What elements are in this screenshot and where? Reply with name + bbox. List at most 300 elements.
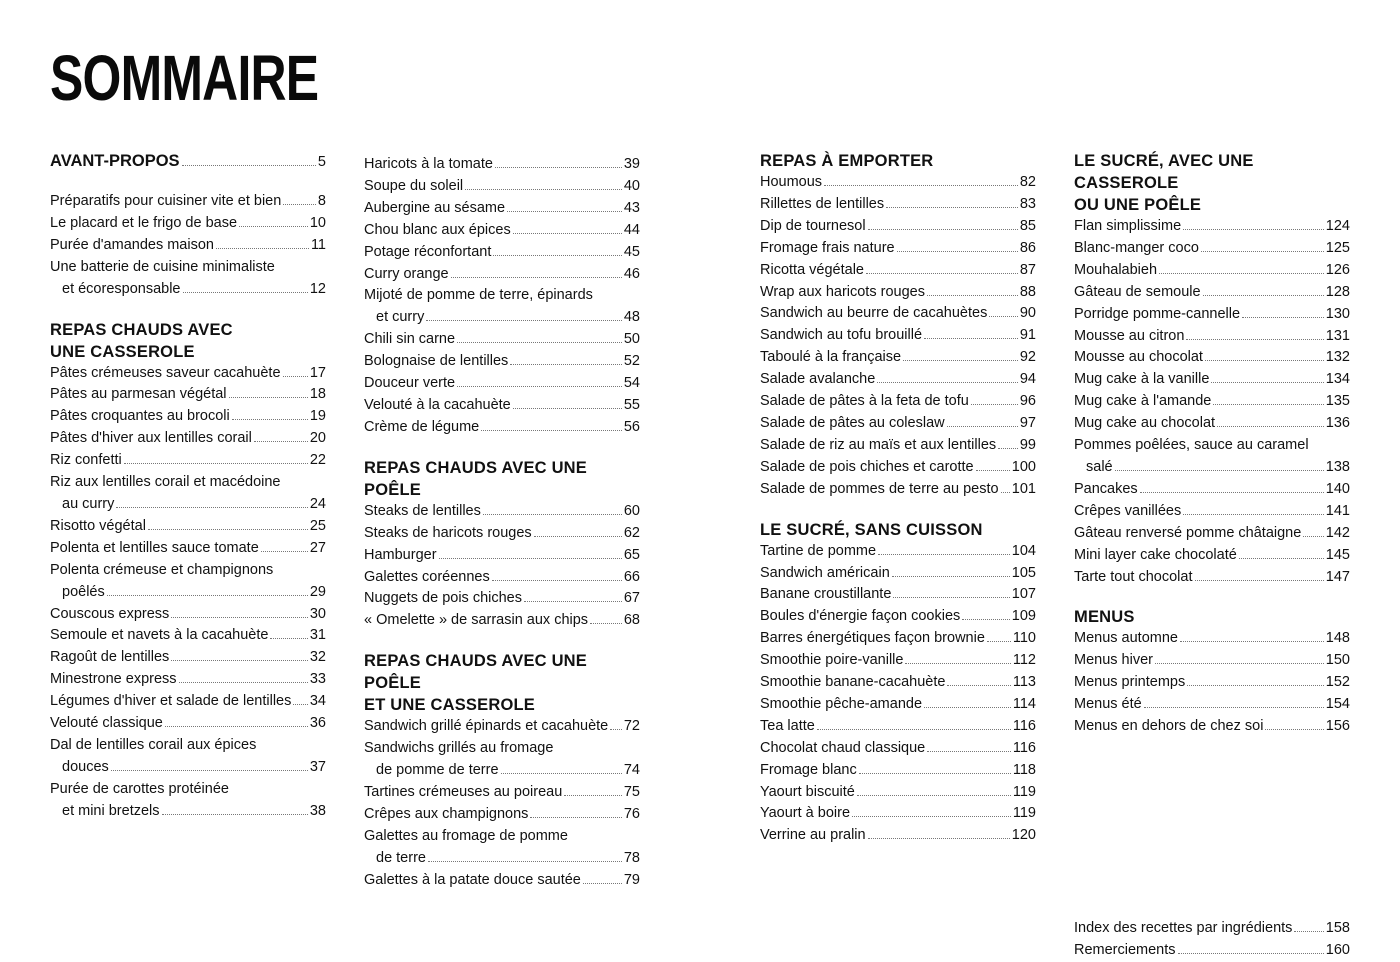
dot-leader — [583, 882, 622, 884]
dot-leader — [1186, 338, 1323, 340]
toc-entry[interactable] — [50, 191, 326, 213]
entry-title: Mug cake au chocolat — [1074, 415, 1216, 432]
toc-entry[interactable] — [760, 347, 1036, 369]
entry-title: Pâtes d'hiver aux lentilles corail — [50, 430, 252, 447]
dot-leader — [1239, 557, 1324, 559]
toc-entry[interactable] — [760, 803, 1036, 825]
entry-title-continued: poêlés — [62, 583, 105, 600]
entry-title: Taboulé à la française — [760, 349, 902, 366]
toc-entry[interactable] — [760, 172, 1036, 194]
page-number: 38 — [309, 802, 326, 819]
entry-title: Smoothie pêche-amande — [760, 695, 923, 712]
page-number: 116 — [1012, 717, 1036, 734]
entry-title: Une batterie de cuisine minimaliste — [50, 258, 275, 275]
page-number: 145 — [1325, 546, 1350, 563]
toc-entry[interactable] — [364, 804, 640, 826]
toc-entry[interactable] — [50, 713, 326, 735]
entry-title: Velouté classique — [50, 715, 163, 732]
page-number: 27 — [309, 539, 326, 556]
page-number: 116 — [1012, 739, 1036, 756]
page-number: 48 — [623, 309, 640, 326]
dot-leader — [229, 396, 308, 398]
toc-entry[interactable] — [760, 672, 1036, 694]
dot-leader — [859, 772, 1011, 774]
page-number: 160 — [1325, 941, 1350, 958]
page-number: 62 — [623, 524, 640, 541]
dot-leader — [261, 550, 308, 552]
entry-title: Barres énergétiques façon brownie — [760, 630, 985, 647]
toc-entry[interactable] — [364, 610, 640, 632]
entry-title: Ragoût de lentilles — [50, 649, 170, 666]
entry-continuation — [1074, 457, 1350, 479]
page-number: 125 — [1325, 239, 1350, 256]
toc-entry[interactable] — [364, 176, 640, 198]
dot-leader — [530, 816, 621, 818]
dot-leader — [1178, 952, 1324, 954]
entry-title: Le placard et le frigo de base — [50, 214, 238, 231]
toc-entry[interactable] — [364, 154, 640, 176]
toc-entry[interactable] — [364, 545, 640, 567]
entry-title: Préparatifs pour cuisiner vite et bien — [50, 193, 282, 209]
dot-leader — [877, 381, 1018, 383]
dot-leader — [924, 706, 1011, 708]
entry-title: Pâtes crémeuses saveur cacahuète — [50, 364, 281, 381]
toc-entry[interactable] — [1074, 672, 1350, 694]
entry-title: Crêpes vanillées — [1074, 502, 1182, 519]
toc-entry[interactable] — [760, 563, 1036, 585]
page-number: 131 — [1325, 327, 1350, 344]
entry-title: Flan simplissime — [1074, 218, 1182, 234]
page-number: 25 — [309, 517, 326, 534]
toc-entry[interactable] — [1074, 650, 1350, 672]
toc-entry[interactable] — [50, 625, 326, 647]
toc-entry[interactable] — [364, 738, 640, 782]
dot-leader — [878, 553, 1010, 555]
entry-title: Galettes à la patate douce sautée — [364, 871, 581, 888]
page-number: 76 — [623, 805, 640, 822]
entry-title: Salade de pâtes au coleslaw — [760, 414, 945, 431]
entry-title: Smoothie banane-cacahuète — [760, 674, 946, 691]
dot-leader — [451, 276, 622, 278]
dot-leader — [283, 203, 316, 205]
page-number: 126 — [1325, 261, 1350, 278]
page-number: 88 — [1019, 283, 1036, 300]
entry-continuation — [364, 760, 640, 782]
toc-entry[interactable] — [364, 373, 640, 395]
toc-entry[interactable] — [50, 450, 326, 472]
toc-entry[interactable] — [760, 282, 1036, 304]
dot-leader — [857, 794, 1011, 796]
entry-continuation — [50, 494, 326, 516]
entry-title: Chocolat chaud classique — [760, 739, 926, 756]
toc-entry[interactable] — [1074, 238, 1350, 260]
toc-entry[interactable] — [50, 691, 326, 713]
toc-entry[interactable] — [364, 351, 640, 373]
toc-entry[interactable] — [760, 260, 1036, 282]
toc-entry[interactable] — [760, 457, 1036, 479]
dot-leader — [507, 210, 622, 212]
toc-entry[interactable] — [760, 325, 1036, 347]
toc-entry[interactable] — [760, 738, 1036, 760]
entry-title: Gâteau renversé pomme châtaigne — [1074, 524, 1302, 541]
page-number: 8 — [317, 193, 326, 209]
toc-entry[interactable] — [760, 716, 1036, 738]
dot-leader — [852, 815, 1011, 817]
toc-entry[interactable] — [364, 417, 640, 439]
toc-entry[interactable] — [1074, 545, 1350, 567]
toc-entry[interactable] — [50, 213, 326, 235]
toc-entry[interactable] — [364, 220, 640, 242]
toc-entry[interactable] — [364, 716, 640, 738]
dot-leader — [1155, 662, 1324, 664]
entry-title-continued: et écoresponsable — [62, 280, 181, 297]
entry-title-continued: de terre — [376, 849, 426, 866]
page-number: 60 — [623, 502, 640, 519]
toc-entry[interactable] — [50, 516, 326, 538]
toc-entry[interactable] — [760, 435, 1036, 457]
dot-leader — [1213, 403, 1323, 405]
page-number: 83 — [1019, 195, 1036, 212]
entry-title: Fromage blanc — [760, 761, 857, 778]
toc-entry[interactable] — [1074, 391, 1350, 413]
toc-entry[interactable] — [760, 391, 1036, 413]
toc-entry[interactable] — [760, 216, 1036, 238]
entry-title: Salade de pâtes à la feta de tofu — [760, 393, 969, 410]
toc-entry[interactable] — [1074, 523, 1350, 545]
page-number: 97 — [1019, 414, 1036, 431]
dot-leader — [892, 575, 1010, 577]
page-number: 34 — [309, 693, 326, 710]
page-number: 152 — [1325, 674, 1350, 691]
toc-entry[interactable] — [1074, 918, 1350, 940]
toc-entry[interactable] — [364, 826, 640, 870]
toc-entry[interactable] — [50, 472, 326, 516]
dot-leader — [927, 294, 1018, 296]
toc-section — [1074, 150, 1350, 588]
toc-entry[interactable] — [1074, 435, 1350, 479]
entry-title: Aubergine au sésame — [364, 199, 506, 216]
dot-leader — [501, 772, 622, 774]
toc-entry[interactable] — [1074, 216, 1350, 238]
toc-entry[interactable] — [50, 560, 326, 604]
toc-section — [50, 319, 326, 823]
page-number: 100 — [1011, 458, 1036, 475]
toc-entry[interactable] — [50, 669, 326, 691]
page-number: 78 — [623, 849, 640, 866]
entry-title: Pommes poêlées, sauce au caramel — [1074, 437, 1309, 454]
page-number: 130 — [1325, 305, 1350, 322]
page-number: 94 — [1019, 371, 1036, 388]
entry-title: Dal de lentilles corail aux épices — [50, 736, 257, 753]
page-number: 124 — [1325, 218, 1350, 234]
entry-title: Ricotta végétale — [760, 261, 864, 278]
page-number: 118 — [1012, 761, 1036, 778]
entry-title: Houmous — [760, 174, 823, 190]
toc-entry[interactable] — [760, 584, 1036, 606]
page-title: SOMMAIRE — [50, 42, 319, 114]
dot-leader — [270, 637, 307, 639]
toc-entry[interactable] — [760, 194, 1036, 216]
dot-leader — [439, 557, 622, 559]
toc-entry[interactable] — [50, 538, 326, 560]
page-number: 32 — [309, 649, 326, 666]
toc-entry[interactable] — [50, 384, 326, 406]
entry-title: Banane croustillante — [760, 586, 892, 603]
toc-entry[interactable] — [364, 588, 640, 610]
toc-entry[interactable] — [50, 235, 326, 257]
entry-title: Tartine de pomme — [760, 542, 877, 559]
dot-leader — [216, 247, 309, 249]
toc-entry[interactable] — [50, 735, 326, 779]
dot-leader — [824, 184, 1018, 186]
page-number: 74 — [623, 762, 640, 779]
toc-entry[interactable] — [364, 285, 640, 329]
entry-title: Yaourt à boire — [760, 805, 851, 822]
entry-title: Soupe du soleil — [364, 177, 464, 194]
page-number: 85 — [1019, 217, 1036, 234]
toc-entry[interactable] — [760, 369, 1036, 391]
toc-entry[interactable] — [1074, 567, 1350, 589]
entry-title: Minestrone express — [50, 671, 177, 688]
entry-title: Purée d'amandes maison — [50, 236, 214, 253]
dot-leader — [1265, 728, 1323, 730]
page-number: 148 — [1325, 630, 1350, 647]
page-number: 104 — [1011, 542, 1036, 559]
toc-entry[interactable] — [1074, 260, 1350, 282]
toc-entry[interactable] — [50, 257, 326, 301]
dot-leader — [1183, 228, 1324, 230]
toc-entry[interactable] — [1074, 282, 1350, 304]
page-number: 10 — [309, 214, 326, 231]
page-number: 119 — [1012, 783, 1036, 800]
page-number: 156 — [1325, 718, 1350, 735]
page-number: 105 — [1011, 564, 1036, 581]
entry-title: Menus hiver — [1074, 652, 1153, 669]
entry-title: Potage réconfortant — [364, 243, 492, 260]
entry-title: Salade de pois chiches et carotte — [760, 458, 974, 475]
entry-title: Wrap aux haricots rouges — [760, 283, 925, 300]
toc-entry[interactable] — [50, 428, 326, 450]
page-number: 45 — [623, 243, 640, 260]
entry-title: Gâteau de semoule — [1074, 283, 1201, 300]
toc-entry[interactable] — [50, 604, 326, 626]
entry-title-continued: et curry — [376, 309, 425, 326]
page-number: 109 — [1011, 608, 1036, 625]
dot-leader — [1201, 250, 1324, 252]
toc-entry[interactable] — [50, 779, 326, 823]
page-number: 30 — [309, 605, 326, 622]
toc-entry[interactable] — [760, 479, 1036, 501]
entry-title: Salade de pommes de terre au pesto — [760, 480, 999, 497]
dot-leader — [171, 659, 308, 661]
page-number: 99 — [1019, 436, 1036, 453]
entry-title: Mousse au citron — [1074, 327, 1185, 344]
toc-entry[interactable] — [760, 541, 1036, 563]
toc-entry[interactable] — [1074, 501, 1350, 523]
dot-leader — [1159, 272, 1324, 274]
dot-leader — [428, 860, 622, 862]
dot-leader — [866, 272, 1018, 274]
toc-entry[interactable] — [760, 413, 1036, 435]
toc-entry[interactable] — [1074, 326, 1350, 348]
entry-title: Blanc-manger coco — [1074, 239, 1199, 256]
dot-leader — [183, 291, 308, 293]
dot-leader — [817, 728, 1011, 730]
dot-leader — [171, 616, 308, 618]
toc-entry[interactable] — [1074, 369, 1350, 391]
entry-title: Crème de légume — [364, 418, 480, 435]
entry-title-continued: de pomme de terre — [376, 762, 499, 779]
entry-title: Pancakes — [1074, 480, 1138, 497]
page-number: 79 — [623, 871, 640, 888]
page-number: 20 — [309, 430, 326, 447]
toc-entry[interactable] — [364, 567, 640, 589]
dot-leader — [1294, 930, 1323, 932]
entry-title: Menus printemps — [1074, 674, 1186, 691]
entry-continuation — [50, 582, 326, 604]
entry-title: Douceur verte — [364, 375, 456, 392]
entry-title: Chili sin carne — [364, 331, 456, 348]
dot-leader — [165, 725, 308, 727]
toc-entry[interactable] — [1074, 628, 1350, 650]
dot-leader — [239, 225, 308, 227]
toc-entry[interactable] — [760, 606, 1036, 628]
toc-entry[interactable] — [364, 329, 640, 351]
toc-section — [50, 150, 326, 173]
dot-leader — [897, 250, 1018, 252]
toc-entry[interactable] — [364, 782, 640, 804]
page-number: 134 — [1325, 371, 1350, 388]
dot-leader — [1205, 359, 1324, 361]
dot-leader — [1180, 640, 1324, 642]
dot-leader — [886, 206, 1018, 208]
page-number: 19 — [309, 408, 326, 425]
entry-title: Polenta et lentilles sauce tomate — [50, 539, 259, 556]
dot-leader — [1144, 706, 1324, 708]
toc-entry[interactable] — [364, 264, 640, 286]
entry-title: Smoothie poire-vanille — [760, 652, 904, 669]
dot-leader — [868, 228, 1018, 230]
dot-leader — [513, 232, 622, 234]
toc-entry[interactable] — [364, 242, 640, 264]
toc-entry[interactable] — [1074, 347, 1350, 369]
page-number: 5 — [317, 154, 326, 170]
dot-leader — [1195, 579, 1324, 581]
toc-entry[interactable] — [1074, 940, 1350, 962]
toc-section-link[interactable] — [50, 150, 326, 173]
page-number: 112 — [1012, 652, 1036, 669]
page-number: 82 — [1019, 174, 1036, 190]
toc-entry[interactable] — [1074, 304, 1350, 326]
dot-leader — [1183, 513, 1324, 515]
dot-leader — [947, 425, 1018, 427]
toc-entry[interactable] — [50, 647, 326, 669]
entry-title: Index des recettes par ingrédients — [1074, 919, 1293, 936]
toc-entry[interactable] — [1074, 413, 1350, 435]
page-number: 128 — [1325, 283, 1350, 300]
entry-title: Curry orange — [364, 265, 449, 282]
toc-entry[interactable] — [364, 501, 640, 523]
toc-entry[interactable] — [760, 782, 1036, 804]
dot-leader — [987, 640, 1011, 642]
dot-leader — [905, 662, 1010, 664]
toc-entry[interactable] — [760, 303, 1036, 325]
toc-entry[interactable] — [760, 825, 1036, 847]
page-number: 138 — [1325, 458, 1350, 475]
page-number: 119 — [1012, 805, 1036, 822]
entry-title: Velouté à la cacahuète — [364, 396, 511, 413]
entry-title-continued: et mini bretzels — [62, 802, 160, 819]
toc-column-1 — [50, 150, 326, 823]
page-number: 40 — [623, 177, 640, 194]
toc-entry[interactable] — [760, 628, 1036, 650]
toc-entry[interactable] — [1074, 694, 1350, 716]
dot-leader — [124, 462, 308, 464]
entry-title: Steaks de haricots rouges — [364, 524, 532, 541]
dot-leader — [283, 375, 308, 377]
entry-title: Crêpes aux champignons — [364, 805, 529, 822]
entry-title: Polenta crémeuse et champignons — [50, 561, 274, 578]
toc-spacer — [1074, 738, 1350, 918]
entry-continuation — [50, 801, 326, 823]
page-number: 140 — [1325, 480, 1350, 497]
toc-section — [364, 457, 640, 632]
toc-entry[interactable] — [364, 870, 640, 892]
page-number: 72 — [623, 718, 640, 735]
toc-entry[interactable] — [1074, 479, 1350, 501]
dot-leader — [564, 794, 622, 796]
page-number: 86 — [1019, 239, 1036, 256]
entry-title: Sandwichs grillés au fromage — [364, 740, 554, 757]
entry-title: Couscous express — [50, 605, 170, 622]
toc-entry[interactable] — [760, 650, 1036, 672]
toc-column-3 — [760, 150, 1036, 847]
entry-title: Galettes au fromage de pomme — [364, 827, 568, 844]
entry-title: Salade de riz au maïs et aux lentilles — [760, 436, 997, 453]
toc-entry[interactable] — [364, 395, 640, 417]
dot-leader — [481, 429, 622, 431]
entry-title: Mousse au chocolat — [1074, 349, 1203, 366]
toc-entry[interactable] — [760, 238, 1036, 260]
page-number: 101 — [1011, 480, 1036, 497]
dot-leader — [510, 363, 622, 365]
entry-title: Pâtes au parmesan végétal — [50, 386, 227, 403]
page-number: 11 — [310, 236, 326, 253]
page-number: 68 — [623, 612, 640, 629]
entry-title: Sandwich américain — [760, 564, 890, 581]
page-number: 52 — [623, 353, 640, 370]
dot-leader — [116, 506, 307, 508]
page-number: 39 — [623, 156, 640, 172]
page-number: 75 — [623, 783, 640, 800]
dot-leader — [495, 166, 622, 168]
dot-leader — [1001, 491, 1010, 493]
section-heading: LE SUCRÉ, SANS CUISSON — [760, 520, 983, 539]
page-number: 24 — [309, 495, 326, 512]
page-number: 107 — [1011, 586, 1036, 603]
toc-entry[interactable] — [50, 406, 326, 428]
toc-entry[interactable] — [364, 523, 640, 545]
toc-entry[interactable] — [364, 198, 640, 220]
toc-entry[interactable] — [1074, 716, 1350, 738]
toc-entry[interactable] — [50, 363, 326, 385]
page-number: 18 — [309, 386, 326, 403]
entry-title: Tea latte — [760, 717, 815, 734]
page-number: 158 — [1325, 919, 1350, 936]
toc-entry[interactable] — [760, 760, 1036, 782]
toc-entry[interactable] — [760, 694, 1036, 716]
entry-title: Mini layer cake chocolaté — [1074, 546, 1237, 563]
